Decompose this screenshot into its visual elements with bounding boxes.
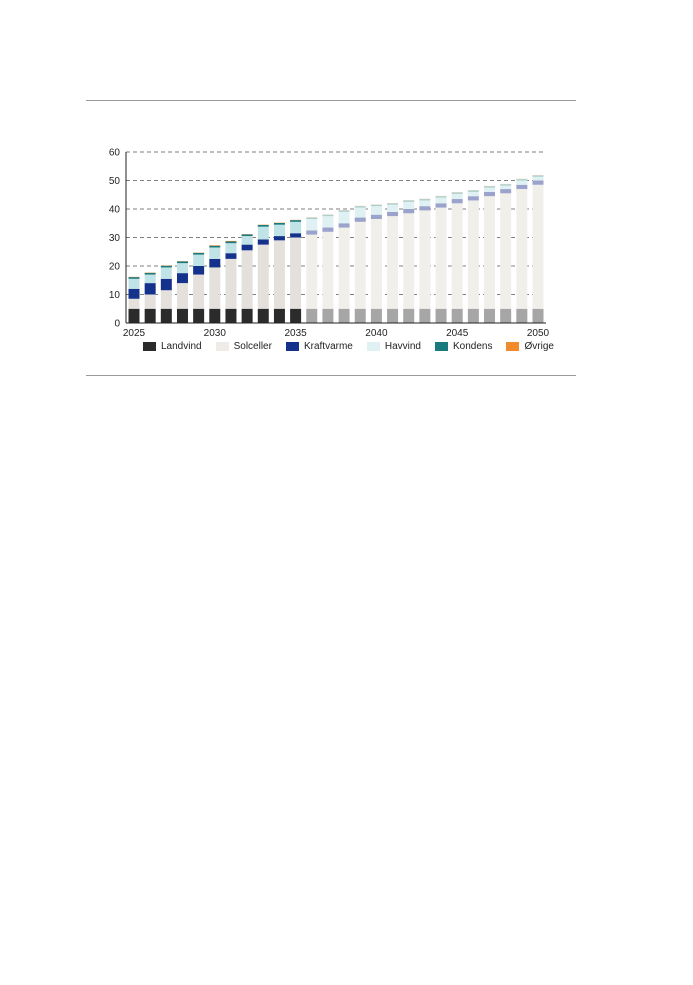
- bar-havvind-2028: [177, 263, 188, 273]
- bar-landvind-2038: [339, 309, 350, 323]
- legend-item-havvind: [367, 341, 421, 352]
- bar-kondens-2048: [500, 184, 511, 185]
- bar-solceller-2029: [193, 275, 204, 309]
- bar-solceller-2027: [161, 290, 172, 309]
- bar-kraftvarme-2035: [290, 233, 301, 237]
- bar-kondens-2037: [322, 215, 333, 216]
- bar-kondens-2049: [516, 179, 527, 180]
- bar-kondens-2039: [355, 206, 366, 207]
- bar-landvind-2025: [129, 309, 140, 323]
- x-tick-label-2025: 2025: [122, 328, 146, 339]
- bar-solceller-2037: [322, 232, 333, 309]
- bar-landvind-2029: [193, 309, 204, 323]
- legend-swatch-kraftvarme: [286, 342, 299, 351]
- bar-havvind-2043: [419, 200, 430, 206]
- bar-havvind-2050: [533, 177, 544, 181]
- bar-havvind-2038: [339, 212, 350, 223]
- bar-solceller-2028: [177, 283, 188, 309]
- bar-kraftvarme-2030: [209, 259, 220, 268]
- bar-havvind-2048: [500, 186, 511, 189]
- y-tick-label-20: 20: [108, 261, 120, 273]
- bar-landvind-2041: [387, 309, 398, 323]
- x-tick-label-2040: 2040: [365, 328, 388, 339]
- legend-swatch-landvind: [143, 342, 156, 351]
- bar-landvind-2049: [516, 309, 527, 323]
- bar-kraftvarme-2025: [129, 289, 140, 299]
- bar-landvind-2027: [161, 309, 172, 323]
- x-tick-label-2035: 2035: [284, 328, 307, 339]
- bar-havvind-2032: [242, 236, 253, 245]
- bar-solceller-2042: [403, 213, 414, 308]
- bar-kondens-2029: [193, 253, 204, 255]
- bar-havvind-2041: [387, 205, 398, 212]
- bar-havvind-2045: [452, 194, 463, 199]
- bar-kraftvarme-2036: [306, 230, 317, 234]
- legend-label-ovrige: Øvrige: [524, 341, 554, 352]
- bar-kraftvarme-2031: [225, 253, 236, 259]
- legend-swatch-kondens: [435, 342, 448, 351]
- legend-item-ovrige: [506, 341, 553, 352]
- bar-solceller-2046: [468, 200, 479, 308]
- bar-kraftvarme-2027: [161, 279, 172, 290]
- bar-kraftvarme-2033: [258, 239, 269, 244]
- bar-kraftvarme-2040: [371, 215, 382, 219]
- bar-kraftvarme-2046: [468, 196, 479, 200]
- bar-kondens-2032: [242, 234, 253, 236]
- bar-solceller-2044: [436, 208, 447, 309]
- bar-landvind-2044: [436, 309, 447, 323]
- bar-solceller-2048: [500, 193, 511, 308]
- bar-solceller-2031: [225, 259, 236, 309]
- bar-landvind-2045: [452, 309, 463, 323]
- bar-havvind-2044: [436, 198, 447, 204]
- bar-landvind-2040: [371, 309, 382, 323]
- bar-solceller-2030: [209, 267, 220, 308]
- bar-landvind-2030: [209, 309, 220, 323]
- bar-kraftvarme-2044: [436, 203, 447, 207]
- legend-label-kondens: Kondens: [453, 341, 493, 352]
- legend-label-havvind: Havvind: [384, 341, 421, 352]
- bar-landvind-2028: [177, 309, 188, 323]
- bar-havvind-2040: [371, 206, 382, 215]
- bar-landvind-2034: [274, 309, 285, 323]
- bar-solceller-2038: [339, 228, 350, 309]
- bar-havvind-2049: [516, 181, 527, 185]
- bar-kraftvarme-2026: [145, 283, 156, 294]
- x-tick-label-2045: 2045: [446, 328, 469, 339]
- bar-kondens-2047: [484, 186, 495, 187]
- bar-havvind-2025: [129, 279, 140, 289]
- bar-solceller-2050: [533, 185, 544, 309]
- bar-kraftvarme-2038: [339, 223, 350, 227]
- bar-solceller-2026: [145, 295, 156, 309]
- bar-kraftvarme-2028: [177, 273, 188, 283]
- bar-kraftvarme-2034: [274, 236, 285, 240]
- bar-kraftvarme-2049: [516, 185, 527, 189]
- bar-havvind-2036: [306, 219, 317, 230]
- bar-kondens-2026: [145, 273, 156, 275]
- bar-landvind-2043: [419, 309, 430, 323]
- bar-solceller-2032: [242, 250, 253, 308]
- bar-kondens-2042: [403, 200, 414, 201]
- bar-kondens-2044: [436, 196, 447, 197]
- bar-landvind-2050: [533, 309, 544, 323]
- bar-havvind-2042: [403, 202, 414, 209]
- bar-kondens-2025: [129, 277, 140, 279]
- bar-kondens-2040: [371, 205, 382, 206]
- bar-kraftvarme-2037: [322, 228, 333, 232]
- bar-kondens-2041: [387, 203, 398, 204]
- bar-kondens-2031: [225, 241, 236, 243]
- bar-kondens-2027: [161, 266, 172, 268]
- legend-item-solceller: [216, 341, 272, 352]
- bar-kondens-2045: [452, 192, 463, 193]
- bar-kraftvarme-2043: [419, 206, 430, 210]
- bar-landvind-2048: [500, 309, 511, 323]
- bar-havvind-2027: [161, 267, 172, 278]
- bar-kondens-2033: [258, 225, 269, 227]
- bar-landvind-2042: [403, 309, 414, 323]
- bar-kraftvarme-2039: [355, 218, 366, 222]
- bar-havvind-2033: [258, 227, 269, 240]
- bar-solceller-2039: [355, 222, 366, 309]
- y-tick-label-30: 30: [108, 233, 120, 244]
- bar-kraftvarme-2048: [500, 189, 511, 193]
- chart-legend: [143, 341, 568, 352]
- bar-solceller-2049: [516, 189, 527, 309]
- bar-kondens-2043: [419, 199, 430, 200]
- legend-label-landvind: Landvind: [161, 341, 202, 352]
- bar-kraftvarme-2047: [484, 192, 495, 196]
- bar-solceller-2040: [371, 219, 382, 309]
- bar-havvind-2034: [274, 225, 285, 236]
- legend-label-kraftvarme: Kraftvarme: [303, 341, 353, 352]
- legend-swatch-havvind: [367, 342, 380, 351]
- bar-kondens-2034: [274, 223, 285, 225]
- bar-kraftvarme-2042: [403, 209, 414, 213]
- bar-kondens-2035: [290, 220, 301, 222]
- bar-solceller-2036: [306, 235, 317, 309]
- x-tick-label-2030: 2030: [203, 328, 226, 339]
- bar-landvind-2037: [322, 309, 333, 323]
- bar-solceller-2025: [129, 299, 140, 309]
- bar-kondens-2030: [209, 246, 220, 248]
- legend-item-kraftvarme: [286, 341, 353, 352]
- bar-solceller-2045: [452, 203, 463, 308]
- y-tick-label-0: 0: [114, 318, 120, 330]
- bar-landvind-2039: [355, 309, 366, 323]
- bar-solceller-2035: [290, 238, 301, 309]
- bar-havvind-2026: [145, 275, 156, 284]
- legend-item-landvind: [143, 341, 202, 352]
- bar-solceller-2047: [484, 196, 495, 309]
- bar-landvind-2046: [468, 309, 479, 323]
- bar-landvind-2031: [225, 309, 236, 323]
- legend-label-solceller: Solceller: [233, 341, 272, 352]
- bar-kondens-2038: [339, 210, 350, 211]
- bar-havvind-2035: [290, 222, 301, 233]
- bar-kondens-2036: [306, 218, 317, 219]
- bar-havvind-2047: [484, 188, 495, 192]
- bar-havvind-2037: [322, 216, 333, 227]
- bar-solceller-2033: [258, 245, 269, 309]
- bar-havvind-2029: [193, 255, 204, 266]
- bar-landvind-2026: [145, 309, 156, 323]
- bar-kraftvarme-2029: [193, 266, 204, 275]
- bar-kondens-2046: [468, 190, 479, 191]
- y-tick-label-50: 50: [108, 176, 120, 187]
- bar-havvind-2039: [355, 208, 366, 218]
- bar-solceller-2034: [274, 240, 285, 308]
- x-tick-label-2050: 2050: [526, 328, 550, 339]
- bar-kraftvarme-2050: [533, 181, 544, 185]
- bar-solceller-2043: [419, 210, 430, 308]
- bar-landvind-2032: [242, 309, 253, 323]
- bar-solceller-2041: [387, 216, 398, 309]
- bar-havvind-2031: [225, 243, 236, 253]
- y-tick-label-40: 40: [108, 204, 120, 216]
- bar-kraftvarme-2032: [242, 245, 253, 251]
- y-tick-label-60: 60: [108, 147, 120, 159]
- bar-landvind-2036: [306, 309, 317, 323]
- bar-vrige-2030: [209, 245, 220, 246]
- bar-kraftvarme-2045: [452, 199, 463, 203]
- bar-kraftvarme-2041: [387, 212, 398, 216]
- bar-landvind-2035: [290, 309, 301, 323]
- bar-vrige-2031: [225, 241, 236, 242]
- bar-kondens-2028: [177, 261, 188, 263]
- bar-havvind-2030: [209, 247, 220, 258]
- y-tick-label-10: 10: [108, 290, 120, 301]
- bar-landvind-2033: [258, 309, 269, 323]
- bar-kondens-2050: [533, 175, 544, 176]
- legend-swatch-ovrige: [506, 342, 519, 351]
- bar-havvind-2046: [468, 192, 479, 196]
- bar-landvind-2047: [484, 309, 495, 323]
- legend-swatch-solceller: [216, 342, 229, 351]
- legend-item-kondens: [435, 341, 492, 352]
